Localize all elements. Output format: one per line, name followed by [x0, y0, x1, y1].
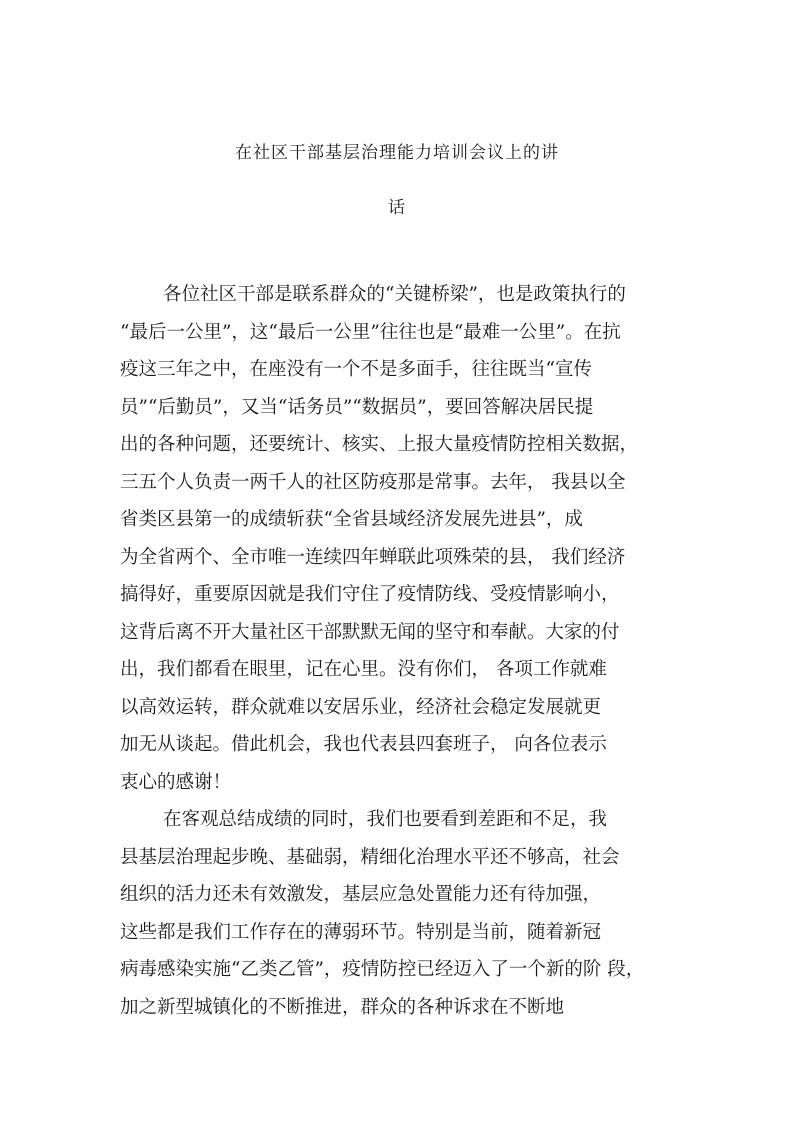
body-line-9: 搞得好，重要原因就是我们守住了疫情防线、受疫情影响小， — [120, 584, 620, 605]
body-line-18: 这些都是我们工作存在的薄弱环节。特别是当前，随着新冠 — [120, 922, 602, 943]
body-line-14: 衷心的感谢！ — [120, 772, 232, 793]
body-line-13: 加无从谈起。借此机会，我也代表县四套班子， 向各位表示 — [120, 734, 607, 755]
document-title-line-1: 在社区干部基层治理能力培训会议上的讲 — [235, 143, 559, 163]
body-line-12: 以高效运转，群众就难以安居乐业，经济社会稳定发展就更 — [120, 697, 602, 718]
body-line-10: 这背后离不开大量社区干部默默无闻的坚守和奉献。大家的付 — [120, 622, 620, 643]
body-line-15: 在客观总结成绩的同时，我们也要看到差距和不足，我 — [163, 809, 608, 830]
body-line-2: “最后一公里”，这“最后一公里”往往也是“最难一公里”。在抗 — [120, 322, 621, 343]
body-line-20: 加之新型城镇化的不断推进，群众的各种诉求在不断地 — [120, 997, 565, 1018]
body-line-19: 病毒感染实施“乙类乙管”，疫情防控已经迈入了一个新的阶 段， — [120, 959, 645, 980]
body-line-11: 出，我们都看在眼里，记在心里。没有你们， 各项工作就难 — [120, 659, 607, 680]
body-line-8: 为全省两个、全市唯一连续四年蝉联此项殊荣的县， 我们经济 — [120, 547, 626, 568]
body-line-1: 各位社区干部是联系群众的“关键桥梁”，也是政策执行的 — [163, 284, 626, 305]
body-line-5: 出的各种问题，还要统计、核实、上报大量疫情防控相关数据， — [120, 434, 639, 455]
body-line-4: 员”“后勤员”，又当“话务员”“数据员”，要回答解决居民提 — [120, 397, 594, 418]
body-line-17: 组织的活力还未有效激发，基层应急处置能力还有待加强， — [120, 884, 602, 905]
body-line-3: 疫这三年之中，在座没有一个不是多面手，往往既当“宣传 — [120, 359, 592, 380]
body-line-16: 县基层治理起步晚、基础弱，精细化治理水平还不够高，社会 — [120, 847, 620, 868]
body-line-7: 省类区县第一的成绩斩获“全省县域经济发展先进县”，成 — [120, 509, 583, 530]
document-title-line-2: 话 — [388, 198, 406, 218]
body-line-6: 三五个人负责一两千人的社区防疫那是常事。去年， 我县以全 — [120, 472, 626, 493]
